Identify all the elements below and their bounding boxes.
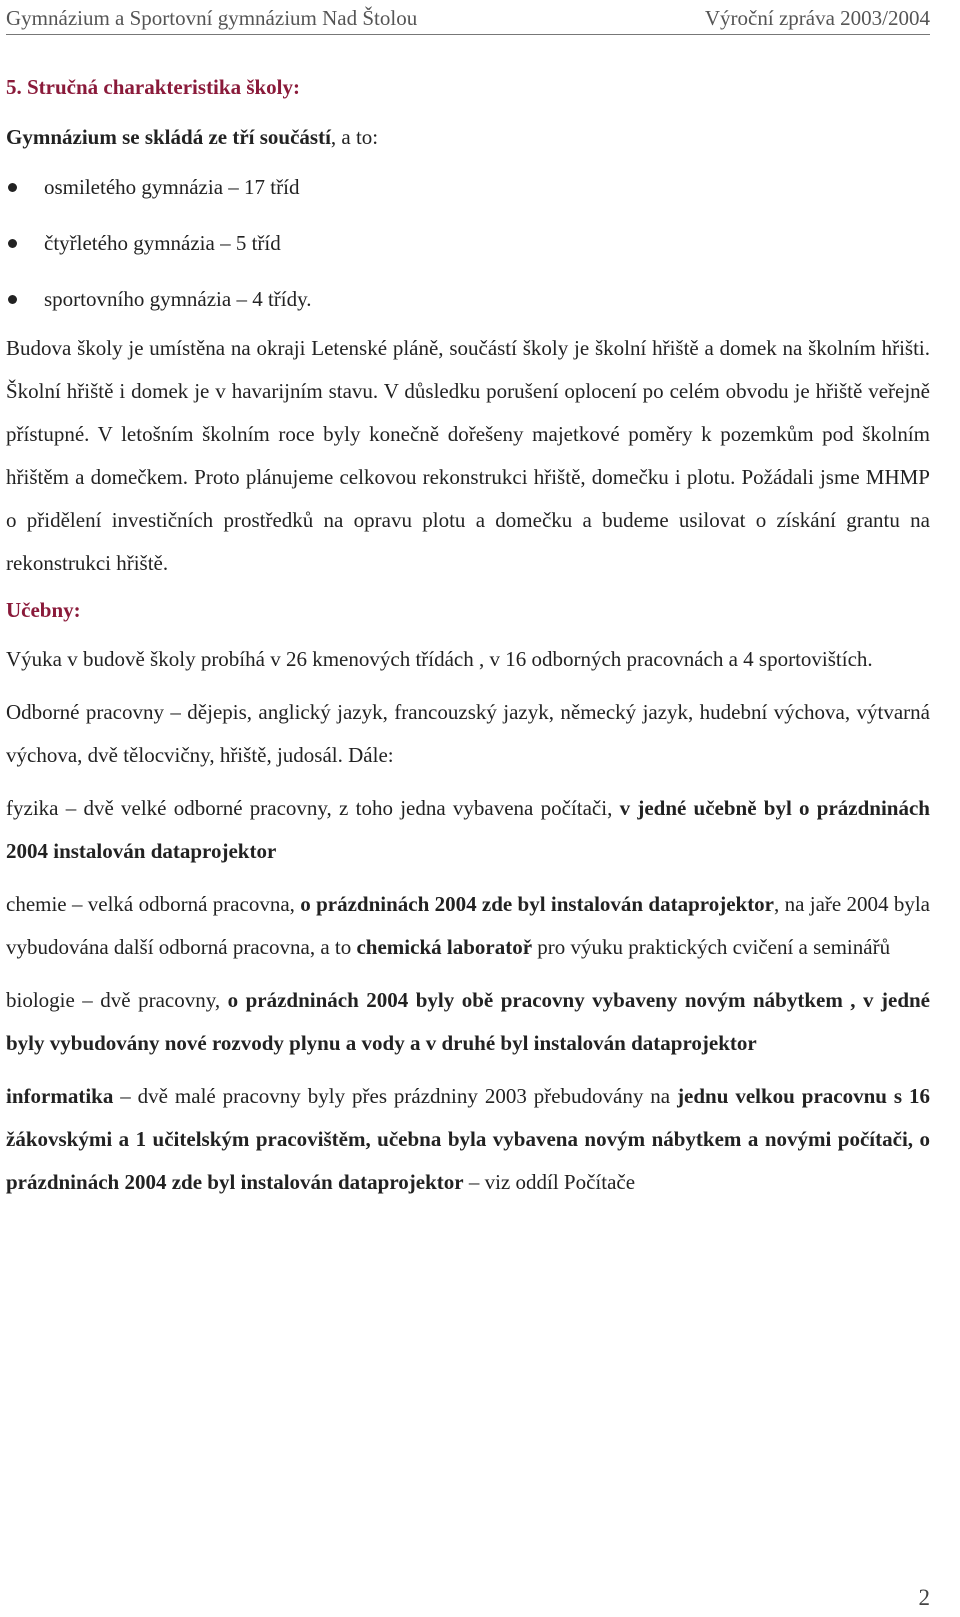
- informatics-paragraph: informatika – dvě malé pracovny byly přes prázdniny 2003 přebudovány na jednu velkou pracovnu s 16 žákovskými a 1 učitelským pracovištěm, učebna byla vybavena novým nábytkem a novými počítači, o prázdninách 2004 zde byl instalován dataprojektor – viz oddíl Počítače: [6, 1084, 930, 1194]
- bullet-icon: [8, 239, 17, 248]
- intro-bold: Gymnázium se skládá ze tří součástí: [6, 125, 331, 149]
- document-body: [6, 60, 930, 1204]
- intro-paragraph: [6, 116, 930, 159]
- building-paragraph: Budova školy je umístěna na okraji Letenské pláně, součástí školy je školní hřiště a domek na školním hřišti. Školní hřiště i domek je v havarijním stavu. V důsledku porušení oplocení po celém obvodu je hřiště veřejně přístupné. V letošním školním roce byly konečně dořešeny majetkové poměry k pozemkům pod školním hřištěm a domečkem. Proto plánujeme celkovou rekonstrukci hřiště, domečku i plotu. Požádali jsme MHMP o přidělení investičních prostředků na opravu plotu a domečku a budeme usilovat o získání grantu na rekonstrukci hřiště.: [6, 336, 930, 575]
- page-header: [6, 2, 930, 35]
- page-number: 2: [918, 1585, 930, 1610]
- bullet-icon: [8, 295, 17, 304]
- classrooms-title: Učebny:: [6, 598, 81, 622]
- school-parts-list: [6, 159, 930, 327]
- physics-paragraph: fyzika – dvě velké odborné pracovny, z toho jedna vybavena počítači, v jedné učebně byl o prázdninách 2004 instalován dataprojektor: [6, 796, 930, 863]
- chemistry-paragraph: chemie – velká odborná pracovna, o prázdninách 2004 zde byl instalován dataprojektor, na jaře 2004 byla vybudována další odborná pracovna, a to chemická laboratoř pro výuku praktických cvičení a seminářů: [6, 892, 930, 959]
- teaching-paragraph: Výuka v budově školy probíhá v 26 kmenových třídách , v 16 odborných pracovnách a 4 sportovištích.: [6, 647, 873, 671]
- specialized-rooms-paragraph: Odborné pracovny – dějepis, anglický jazyk, francouzský jazyk, německý jazyk, hudební výchova, výtvarná výchova, dvě tělocvičny, hřiště, judosál. Dále:: [6, 700, 930, 767]
- section-title: 5. Stručná charakteristika školy:: [6, 75, 300, 99]
- bullet-icon: [8, 183, 17, 192]
- biology-paragraph: biologie – dvě pracovny, o prázdninách 2004 byly obě pracovny vybaveny novým nábytkem , v jedné byly vybudovány nové rozvody plynu a vody a v druhé byl instalován dataprojektor: [6, 988, 930, 1055]
- header-school-name: Gymnázium a Sportovní gymnázium Nad Štolou: [6, 5, 418, 30]
- list-item: sportovního gymnázia – 4 třídy.: [6, 271, 930, 327]
- list-item: osmiletého gymnázia – 17 tříd: [6, 159, 930, 215]
- list-item: čtyřletého gymnázia – 5 tříd: [6, 215, 930, 271]
- header-report-title: Výroční zpráva 2003/2004: [704, 5, 930, 30]
- intro-rest: , a to:: [330, 125, 379, 149]
